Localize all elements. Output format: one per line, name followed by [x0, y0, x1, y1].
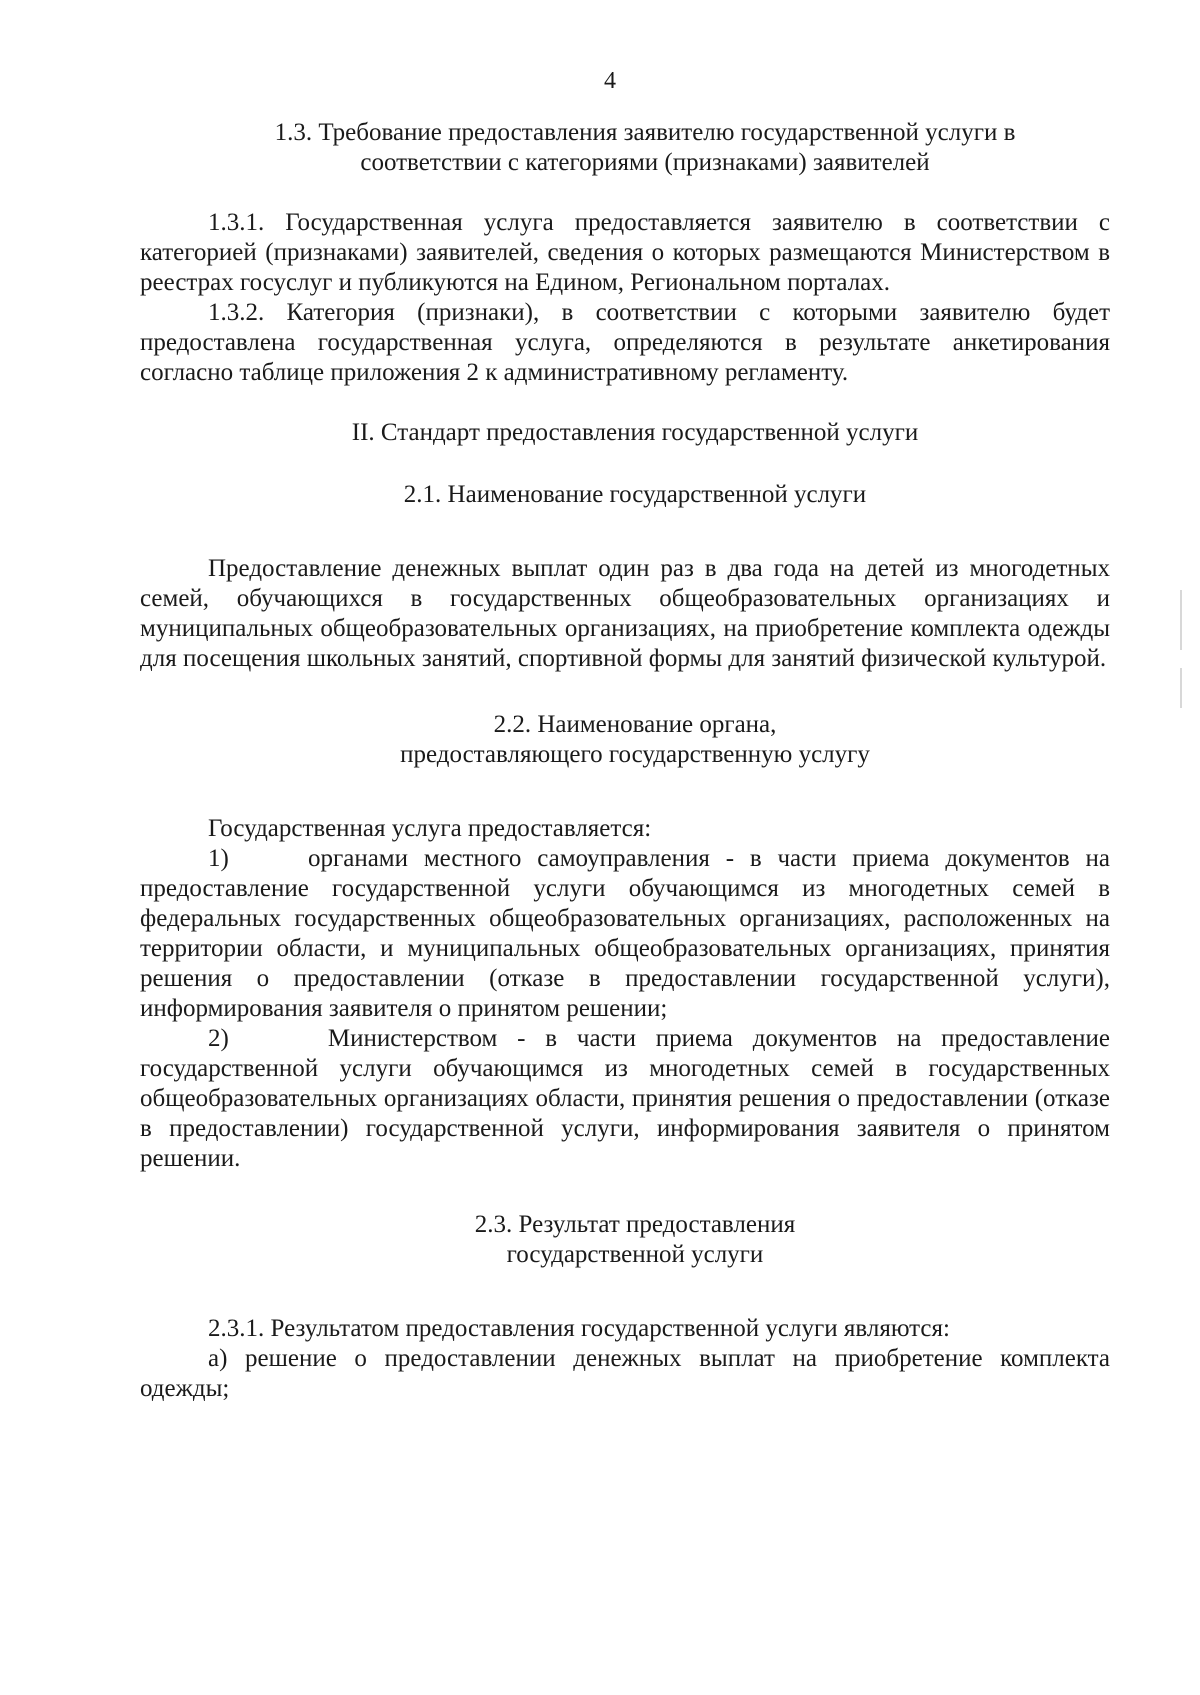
- list-item-2-2-2: 2) Министерством - в части приема документов на предоставление государственной услуги обучающимся из многодетных семей в государственных общеобразовательных организациях области, принятия решения о предоставлении (отказе в предоставлении) государственной услуги, информирования заявителя о принятом решении.: [140, 1025, 1110, 1172]
- section-2-2-heading: [140, 710, 1110, 770]
- document-body: [140, 118, 1110, 1404]
- section-2-heading: II. Стандарт предоставления государственной услуги: [351, 419, 919, 446]
- section-2-2-heading-line1: 2.2. Наименование органа,: [493, 711, 777, 738]
- paragraph-2-3-1: 2.3.1. Результатом предоставления государственной услуги являются:: [208, 1315, 950, 1342]
- section-2-3-heading-line2: государственной услуги: [506, 1241, 764, 1268]
- paragraph-2-1-text: Предоставление денежных выплат один раз в два года на детей из многодетных семей, обучающихся в государственных общеобразовательных организациях и муниципальных общеобразовательных организациях, на приобретение комплекта одежды для посещения школьных занятий, спортивной формы для занятий физической культурой.: [140, 555, 1110, 672]
- section-2-3-heading: [140, 1210, 1110, 1270]
- list-item-2-2-1: 1) органами местного самоуправления - в части приема документов на предоставление государственной услуги обучающимся из многодетных семей в федеральных государственных общеобразовательных организациях, расположенных на территории области, и муниципальных общеобразовательных организациях, принятия решения о предоставлении (отказе в предоставлении государственной услуги), информирования заявителя о принятом решении;: [140, 845, 1110, 1022]
- section-1-3-heading-line2: соответствии с категориями (признаками) заявителей: [360, 149, 930, 176]
- paragraph-1-3-1: 1.3.1. Государственная услуга предоставляется заявителю в соответствии с категорией (признаками) заявителей, сведения о которых размещаются Министерством в реестрах госуслуг и публикуются на Едином, Региональном порталах.: [140, 209, 1110, 296]
- section-2-3-heading-line1: 2.3. Результат предоставления: [474, 1211, 796, 1238]
- scan-edge-mark: [1180, 668, 1182, 708]
- page-number: 4: [604, 68, 616, 94]
- section-2-1-heading: 2.1. Наименование государственной услуги: [403, 481, 867, 508]
- scan-edge-mark: [1180, 590, 1182, 650]
- section-2-2-heading-line2: предоставляющего государственную услугу: [400, 741, 870, 768]
- paragraph-2-2-intro: Государственная услуга предоставляется:: [208, 815, 652, 842]
- list-item-2-3-a: а) решение о предоставлении денежных выплат на приобретение комплекта одежды;: [140, 1345, 1110, 1402]
- section-1-3-heading: [180, 118, 1110, 178]
- section-1-3-heading-line1: 1.3. Требование предоставления заявителю государственной услуги в: [274, 119, 1016, 146]
- paragraph-1-3-2: 1.3.2. Категория (признаки), в соответствии с которыми заявителю будет предоставлена государственная услуга, определяются в результате анкетирования согласно таблице приложения 2 к административному регламенту.: [140, 299, 1110, 386]
